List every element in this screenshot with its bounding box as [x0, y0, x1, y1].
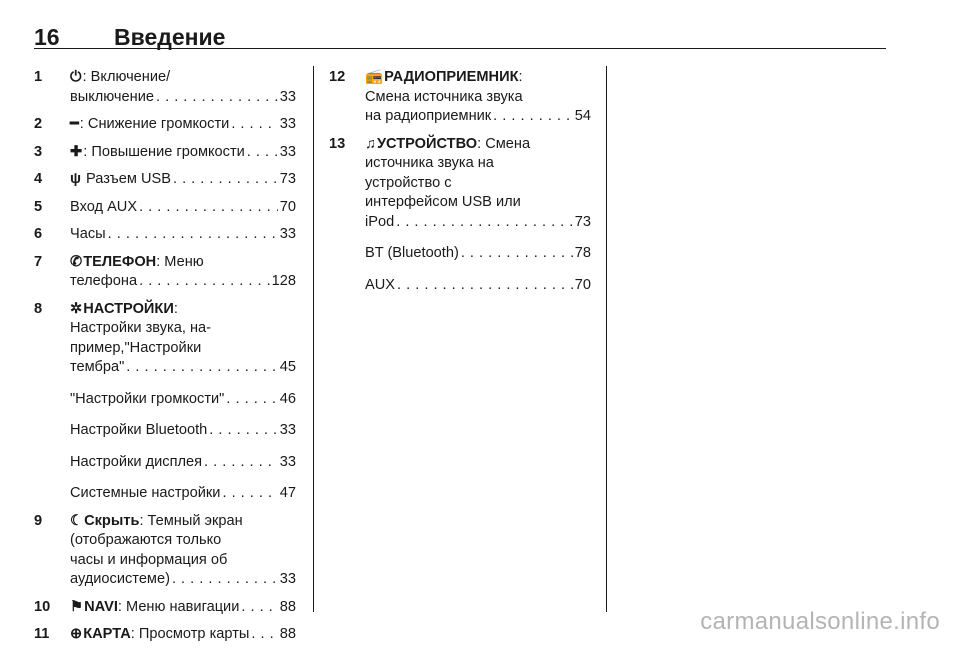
page-reference: 88 [279, 598, 296, 615]
page-reference: 33 [279, 116, 296, 132]
entry-label [70, 170, 171, 190]
entry-line: источника звука на [365, 155, 494, 171]
left-subitems [34, 390, 296, 504]
entry-line [365, 107, 591, 127]
left-entries-continued [34, 512, 296, 645]
index-entry [34, 253, 296, 292]
dot-leader [241, 598, 277, 618]
dot-leader [156, 88, 278, 108]
entry-text: Настройки дисплея [70, 453, 203, 470]
index-entry [34, 225, 296, 245]
page-reference: 128 [271, 273, 296, 289]
entry-keyword: НАСТРОЙКИ [83, 300, 174, 317]
right-entries [329, 68, 591, 232]
page-reference: 73 [574, 213, 591, 230]
phone-icon: ✆ [70, 253, 83, 270]
entry-number: 3 [34, 143, 43, 160]
dot-leader [173, 170, 278, 190]
entry-number: 6 [34, 226, 43, 242]
entry-line [70, 390, 296, 410]
column-divider [606, 66, 607, 612]
dot-leader [172, 570, 278, 590]
index-entry [34, 300, 296, 378]
index-entry [329, 68, 591, 127]
entry-text: : Темный экран [139, 512, 243, 529]
entry-text: : [518, 69, 523, 85]
entry-line [365, 276, 591, 296]
entry-line: часы и информация об [70, 551, 228, 568]
entry-line [70, 198, 296, 218]
entry-number: 11 [34, 626, 50, 642]
page-reference: 33 [279, 571, 296, 587]
page-reference: 70 [279, 198, 296, 215]
music-note-icon: ♫ [365, 135, 376, 152]
entry-line [365, 244, 591, 264]
entry-label [70, 143, 245, 163]
entry-text: телефона [70, 273, 138, 289]
entry-line: интерфейсом USB или [365, 194, 521, 210]
entry-text: Настройки Bluetooth [70, 422, 208, 438]
dot-leader [209, 421, 277, 441]
dot-leader [126, 358, 277, 378]
navi-flag-icon: ⚑ [70, 598, 84, 615]
entry-text: : [173, 300, 178, 317]
left-column [34, 68, 296, 653]
page-reference: 73 [279, 171, 296, 187]
index-entry [34, 115, 296, 135]
index-entry [34, 598, 296, 618]
page-reference: 46 [279, 390, 296, 407]
entry-line: Настройки звука, на- [70, 320, 211, 336]
watermark-text: carmanualsonline.info [700, 608, 940, 635]
page-title: Введение [114, 24, 226, 50]
index-subentry [34, 453, 296, 473]
index-subentry [329, 276, 591, 296]
page-reference: 54 [574, 108, 591, 124]
dot-leader [139, 198, 278, 218]
dot-leader [461, 244, 573, 264]
page-reference: 33 [279, 143, 296, 160]
entry-label [70, 198, 137, 218]
entry-line [70, 253, 296, 273]
radio-icon: 📻 [365, 69, 384, 85]
index-entry [34, 143, 296, 163]
entry-line [70, 421, 296, 441]
right-column [329, 68, 591, 303]
entry-text: : Смена [477, 135, 531, 152]
entry-text: iPod [365, 213, 395, 230]
entry-label [70, 225, 106, 245]
page-reference: 33 [279, 453, 296, 470]
dot-leader [397, 276, 573, 296]
page-reference: 33 [279, 88, 296, 105]
usb-icon: ψ [70, 171, 81, 187]
page-reference: 70 [574, 276, 591, 293]
entry-keyword: ТЕЛЕФОН [83, 253, 157, 270]
page-reference: 47 [279, 485, 296, 501]
index-entry [34, 170, 296, 190]
entry-text: Системные настройки [70, 485, 221, 501]
settings-gear-icon: ✲ [70, 300, 83, 317]
entry-text: : Просмотр карты [130, 626, 250, 642]
dot-leader [108, 225, 278, 245]
index-entry [34, 512, 296, 590]
dot-leader [493, 107, 573, 127]
entry-text: Разъем USB [82, 171, 171, 187]
entry-keyword: РАДИОПРИЕМНИК [384, 69, 519, 85]
entry-line [70, 115, 296, 135]
entry-number: 8 [34, 300, 43, 317]
entry-label [70, 115, 229, 135]
column-divider [313, 66, 314, 612]
page-reference: 45 [279, 359, 296, 375]
map-globe-icon: ⊕ [70, 626, 83, 642]
entry-keyword: Скрыть [84, 512, 140, 529]
plus-icon: ✚ [70, 143, 83, 160]
entry-number: 10 [34, 598, 51, 615]
entry-number: 5 [34, 198, 43, 215]
index-subentry [329, 244, 591, 264]
entry-line [70, 170, 296, 190]
entry-text: Часы [70, 226, 106, 242]
entry-text: : Включение/ [82, 69, 171, 85]
entry-line [70, 598, 296, 618]
entry-text: : Повышение громкости [83, 143, 245, 160]
entry-line: устройство с [365, 174, 452, 191]
index-entry [329, 135, 591, 233]
entry-line [365, 68, 591, 88]
entry-text: "Настройки громкости" [70, 390, 225, 407]
entry-line [70, 512, 296, 532]
entry-line: Смена источника звука [365, 88, 523, 105]
page-number: 16 [34, 24, 60, 50]
entry-line [70, 358, 296, 378]
dot-leader [231, 115, 277, 135]
index-entry [34, 198, 296, 218]
entry-line [70, 88, 296, 108]
entry-line [70, 68, 296, 88]
entry-text: AUX [365, 276, 396, 293]
entry-line [70, 143, 296, 163]
right-subitems [329, 244, 591, 295]
entry-line [70, 225, 296, 245]
entry-number: 2 [34, 116, 43, 132]
entry-text: BT (Bluetooth) [365, 245, 459, 261]
entry-number: 9 [34, 512, 43, 529]
index-entry [34, 68, 296, 107]
dot-leader [222, 484, 277, 504]
entry-number: 7 [34, 253, 43, 270]
power-icon: ⏻ [70, 69, 82, 85]
entry-text: тембра" [70, 359, 125, 375]
page-reference: 88 [279, 626, 296, 642]
page-reference: 78 [574, 245, 591, 261]
left-entries [34, 68, 296, 378]
entry-label [70, 598, 239, 618]
index-subentry [34, 421, 296, 441]
entry-number: 12 [329, 69, 346, 85]
page-reference: 33 [279, 226, 296, 242]
entry-text: на радиоприемник [365, 108, 492, 124]
dot-leader [139, 272, 270, 292]
moon-icon: ☾ [70, 512, 84, 529]
page-reference: 33 [279, 422, 296, 438]
minus-icon: ━ [70, 116, 79, 132]
entry-text: выключение [70, 88, 154, 105]
entry-line [365, 213, 591, 233]
entry-line [70, 453, 296, 473]
index-subentry [34, 484, 296, 504]
entry-line: пример,"Настройки [70, 339, 202, 356]
entry-line [70, 300, 296, 320]
entry-number: 4 [34, 171, 43, 187]
entry-text: : Снижение громкости [79, 116, 230, 132]
entry-text: : Меню навигации [117, 598, 240, 615]
entry-keyword: КАРТА [83, 626, 131, 642]
dot-leader [226, 390, 277, 410]
entry-text: : Меню [156, 253, 204, 270]
page-header [34, 16, 886, 49]
entry-keyword: УСТРОЙСТВО [376, 135, 478, 152]
entry-line: (отображаются только [70, 532, 222, 548]
entry-line [365, 135, 591, 155]
entry-keyword: NAVI [84, 598, 118, 615]
dot-leader [247, 143, 278, 163]
entry-line [70, 484, 296, 504]
entry-text: аудиосистеме) [70, 571, 170, 587]
entry-text: Вход AUX [70, 198, 138, 215]
entry-number: 13 [329, 135, 346, 152]
entry-number: 1 [34, 69, 43, 85]
dot-leader [396, 213, 573, 233]
index-subentry [34, 390, 296, 410]
dot-leader [204, 453, 278, 473]
entry-line [70, 272, 296, 292]
entry-line [70, 570, 296, 590]
